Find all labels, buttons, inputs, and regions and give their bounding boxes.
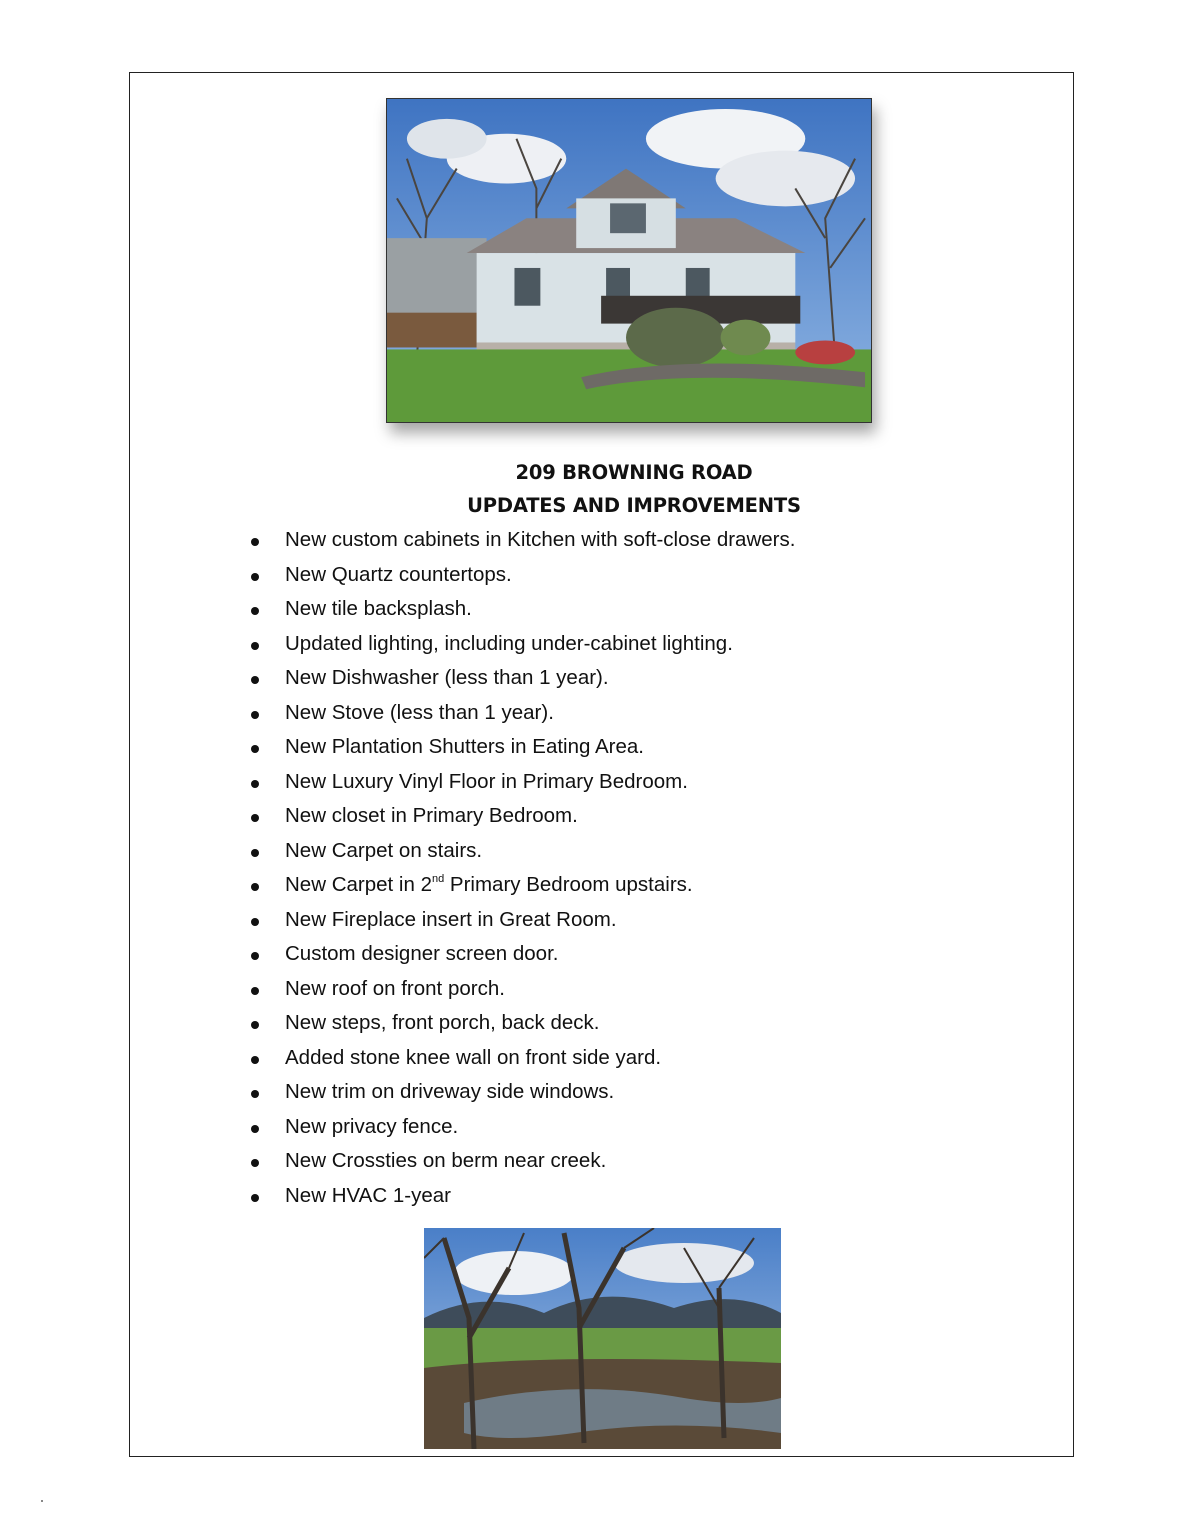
list-item: New Carpet on stairs. [248,834,795,869]
list-item: New HVAC 1-year [248,1179,795,1214]
list-item: New roof on front porch. [248,972,795,1007]
list-item: Updated lighting, including under-cabinet lighting. [248,627,795,662]
list-item: New Plantation Shutters in Eating Area. [248,730,795,765]
list-item: New closet in Primary Bedroom. [248,799,795,834]
house-photo [386,98,872,423]
list-item: New trim on driveway side windows. [248,1075,795,1110]
list-item: New privacy fence. [248,1110,795,1145]
list-item [248,868,795,903]
list-item: New Stove (less than 1 year). [248,696,795,731]
list-item: New tile backsplash. [248,592,795,627]
list-item: Custom designer screen door. [248,937,795,972]
improvements-list [248,523,795,1213]
list-item: New Luxury Vinyl Floor in Primary Bedroom. [248,765,795,800]
list-item: New custom cabinets in Kitchen with soft-close drawers. [248,523,795,558]
list-item: New Fireplace insert in Great Room. [248,903,795,938]
list-item-text-before: New Carpet in 2 [285,873,432,896]
document-subtitle: UPDATES AND IMPROVEMENTS [467,494,801,517]
creek-photo [424,1228,781,1449]
list-item: New Crossties on berm near creek. [248,1144,795,1179]
document-title: 209 BROWNING ROAD [515,461,753,484]
list-item: New Dishwasher (less than 1 year). [248,661,795,696]
list-item: New steps, front porch, back deck. [248,1006,795,1041]
scan-speck [41,1500,43,1502]
list-item-text-after: Primary Bedroom upstairs. [444,873,693,896]
list-item: Added stone knee wall on front side yard. [248,1041,795,1076]
list-item: New Quartz countertops. [248,558,795,593]
ordinal-superscript: nd [431,873,445,885]
